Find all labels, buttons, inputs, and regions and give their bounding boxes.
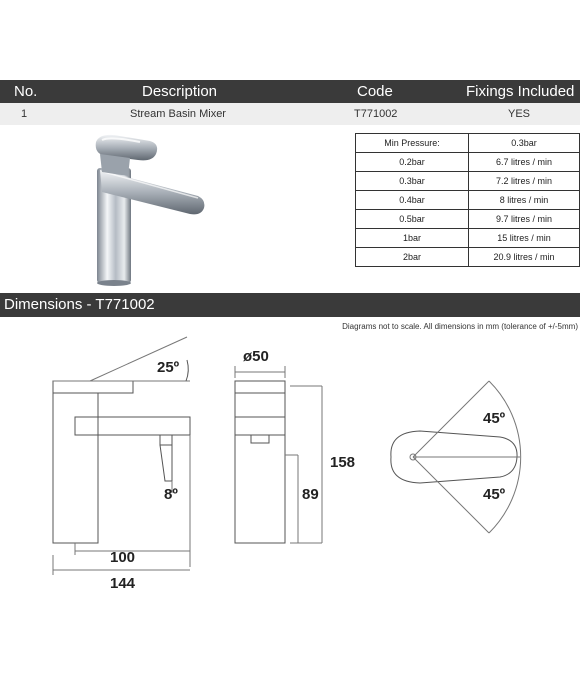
- pressure-cell: 0.3bar: [356, 172, 469, 191]
- header-code: Code: [357, 83, 393, 100]
- header-fixings: Fixings Included: [466, 83, 575, 100]
- flow-cell: 9.7 litres / min: [469, 210, 580, 229]
- dimensions-bar: [0, 293, 580, 317]
- table-row: [356, 172, 580, 191]
- product-fixings: YES: [508, 108, 531, 120]
- pressure-header-row: [356, 134, 580, 153]
- flow-cell: 8 litres / min: [469, 191, 580, 210]
- pressure-table: [355, 133, 580, 267]
- base-depth-label: 100: [110, 549, 136, 566]
- top-angle-lower-label: 45º: [483, 486, 506, 503]
- flow-cell: 6.7 litres / min: [469, 153, 580, 172]
- pressure-cell: 2bar: [356, 248, 469, 267]
- front-view-drawing: [235, 366, 322, 543]
- pressure-cell: 0.2bar: [356, 153, 469, 172]
- product-description: Stream Basin Mixer: [130, 108, 226, 120]
- top-angle-upper-label: 45º: [483, 410, 506, 427]
- header-no: No.: [14, 83, 38, 100]
- product-photo: [80, 128, 220, 288]
- dimensions-title: Dimensions - T771002: [4, 296, 155, 313]
- spout-angle-label: 8º: [164, 486, 178, 503]
- header-description: Description: [142, 83, 218, 100]
- pressure-cell: 1bar: [356, 229, 469, 248]
- handle-angle-label: 25º: [157, 359, 180, 376]
- min-pressure-label: Min Pressure:: [356, 134, 469, 153]
- flow-cell: 15 litres / min: [469, 229, 580, 248]
- total-height-label: 158: [330, 454, 356, 471]
- product-row: [0, 103, 580, 125]
- spout-height-label: 89: [302, 486, 319, 503]
- product-code: T771002: [354, 108, 398, 120]
- pressure-cell: 0.5bar: [356, 210, 469, 229]
- table-row: [356, 153, 580, 172]
- pressure-cell: 0.4bar: [356, 191, 469, 210]
- table-row: [356, 191, 580, 210]
- dimension-drawings: [0, 330, 580, 600]
- table-row: [356, 229, 580, 248]
- product-no: 1: [21, 108, 28, 120]
- scale-note: Diagrams not to scale. All dimensions in mm (tolerance of +/-5mm): [342, 322, 578, 331]
- table-row: [356, 210, 580, 229]
- diameter-label: ø50: [243, 348, 269, 365]
- top-view-drawing: [391, 381, 521, 533]
- flow-cell: 20.9 litres / min: [469, 248, 580, 267]
- min-pressure-value: 0.3bar: [469, 134, 580, 153]
- table-header: [0, 80, 580, 103]
- flow-cell: 7.2 litres / min: [469, 172, 580, 191]
- total-depth-label: 144: [110, 575, 136, 592]
- table-row: [356, 248, 580, 267]
